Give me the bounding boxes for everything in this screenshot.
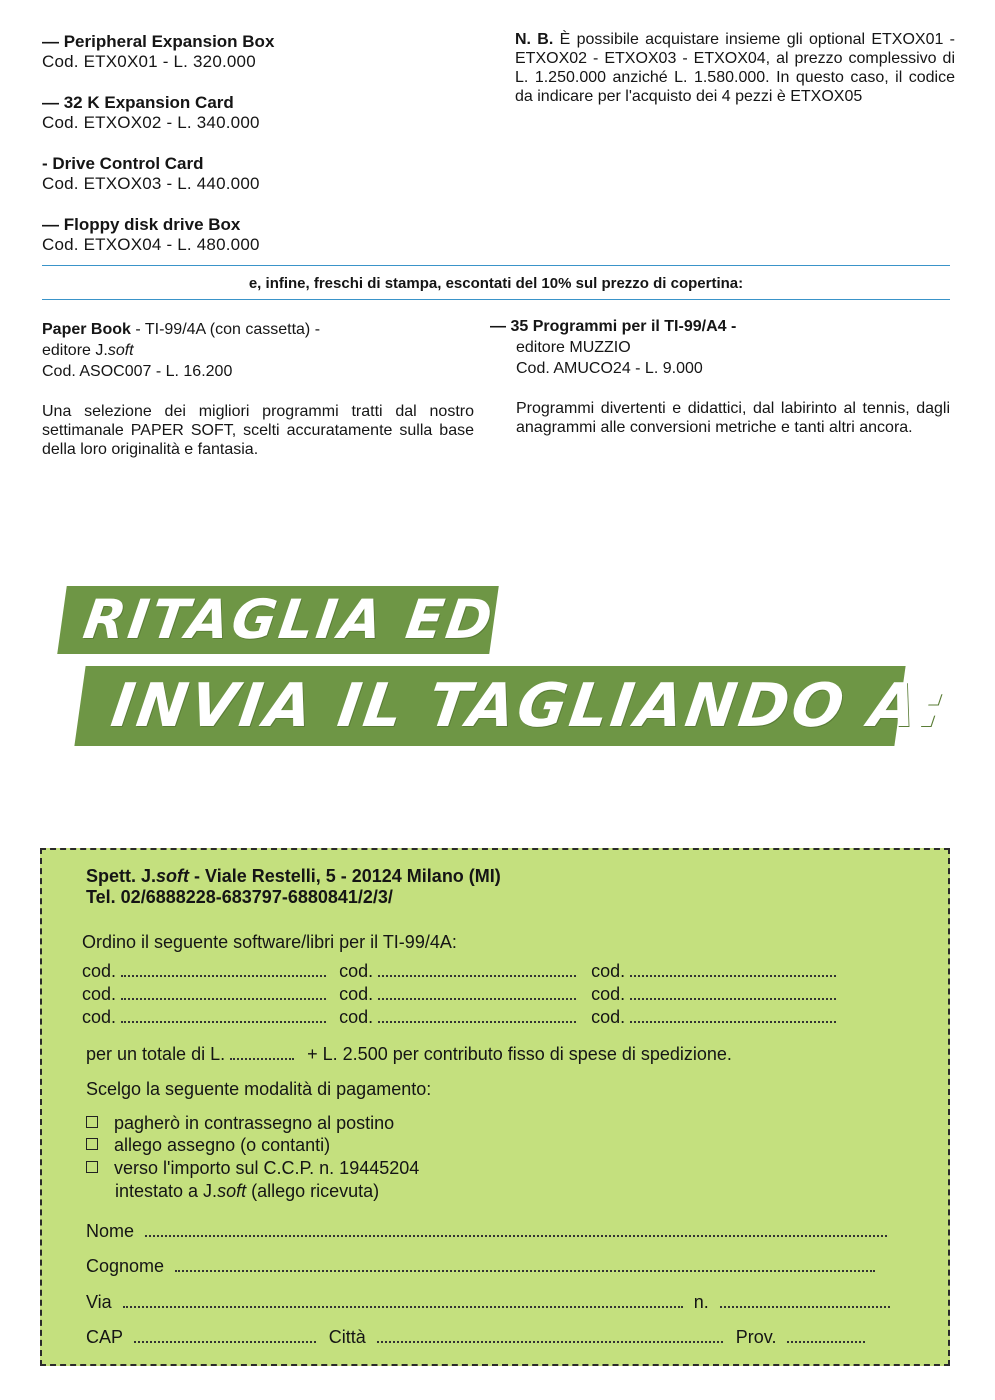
- cap-field[interactable]: [134, 1327, 316, 1343]
- address-italic: soft: [156, 866, 190, 886]
- cod-field-9[interactable]: [630, 1007, 836, 1023]
- headline-stripe-1: [57, 586, 499, 654]
- order-coupon: [40, 848, 950, 1366]
- book-description: Programmi divertenti e didattici, dal labirinto al tennis, dagli anagrammi alle conversioni metriche e tanti altri ancora.: [516, 400, 950, 436]
- cod-field-5[interactable]: [378, 984, 576, 1000]
- cod-label: cod.: [339, 1007, 374, 1027]
- product-code: Cod. ETXOX03 - L. 440.000: [42, 174, 260, 193]
- book-title: — 35 Programmi per il TI-99/A4 -: [490, 318, 737, 335]
- payee-prefix: intestato a J.: [115, 1181, 218, 1201]
- order-row-2: [82, 983, 836, 1005]
- via-field[interactable]: [123, 1292, 683, 1308]
- headline-line-1: RITAGLIA ED: [79, 588, 499, 651]
- product-32k-expansion-card: [42, 93, 260, 133]
- cognome-label: Cognome: [86, 1256, 165, 1276]
- book-paper-book: [42, 319, 482, 382]
- nome-field[interactable]: [145, 1221, 887, 1237]
- product-title: - Drive Control Card: [42, 154, 204, 173]
- product-drive-control-card: [42, 154, 260, 194]
- book-code: Cod. ASOC007 - L. 16.200: [42, 363, 233, 380]
- total-suffix: + L. 2.500 per contributo fisso di spese di spedizione.: [307, 1044, 732, 1064]
- divider-top: [42, 265, 950, 266]
- cod-field-4[interactable]: [121, 984, 326, 1000]
- nome-row: [86, 1220, 887, 1242]
- book-code: Cod. AMUCO24 - L. 9.000: [516, 360, 703, 377]
- via-label: Via: [86, 1292, 112, 1312]
- total-field[interactable]: [230, 1044, 294, 1060]
- nb-text: È possibile acquistare insieme gli optional ETXOX01 - ETXOX02 - ETXOX03 - ETXOX04, al prezzo complessivo di L. 1.250.000 anziché L. 1.580.000. In questo caso, il codice da indicare per l'acquisto dei 4 pezzi è ETXOX05: [515, 31, 956, 105]
- headline-line-2: INVIA IL TAGLIANDO A:: [107, 671, 953, 741]
- order-row-3: [82, 1006, 836, 1028]
- address-rest: - Viale Restelli, 5 - 20124 Milano (MI): [189, 866, 501, 886]
- headline-stripe-2: [74, 666, 953, 746]
- payment-option-label: allego assegno (o contanti): [114, 1135, 331, 1155]
- product-title: — Peripheral Expansion Box: [42, 32, 275, 51]
- coupon-phone: Tel. 02/6888228-683797-6880841/2/3/: [86, 887, 393, 907]
- book-publisher-italic: soft: [107, 342, 134, 359]
- prov-label: Prov.: [735, 1327, 777, 1347]
- cod-field-1[interactable]: [121, 961, 326, 977]
- cod-field-2[interactable]: [378, 961, 576, 977]
- nb-note: [515, 30, 955, 106]
- product-title: — Floppy disk drive Box: [42, 215, 241, 234]
- payment-option-3-line2: [115, 1180, 379, 1202]
- via-row: [86, 1291, 890, 1313]
- book-35-programmi: [490, 316, 950, 379]
- payment-checkbox-3[interactable]: [86, 1161, 98, 1173]
- payment-intro: Scelgo la seguente modalità di pagamento:: [86, 1079, 432, 1099]
- product-code: Cod. ETX0X01 - L. 320.000: [42, 52, 256, 71]
- cognome-row: [86, 1255, 875, 1277]
- nome-label: Nome: [86, 1221, 135, 1241]
- cod-label: cod.: [591, 1007, 626, 1027]
- order-total: [86, 1043, 732, 1065]
- payment-option-label: verso l'importo sul C.C.P. n. 19445204: [114, 1158, 420, 1178]
- order-row-1: [82, 960, 836, 982]
- payment-option-cheque: [86, 1134, 330, 1156]
- cod-label: cod.: [339, 984, 374, 1004]
- numero-field[interactable]: [720, 1292, 890, 1308]
- product-title: — 32 K Expansion Card: [42, 93, 234, 112]
- payee-italic: soft: [217, 1181, 247, 1201]
- payment-option-cash-on-delivery: [86, 1112, 394, 1134]
- total-prefix: per un totale di L.: [86, 1044, 226, 1064]
- cap-label: CAP: [86, 1327, 123, 1347]
- book-title-rest: - TI-99/4A (con cassetta) -: [130, 321, 321, 338]
- cod-field-8[interactable]: [378, 1007, 576, 1023]
- divider-bottom: [42, 299, 950, 300]
- payment-option-postal-account: [86, 1157, 419, 1179]
- cod-label: cod.: [339, 961, 374, 981]
- cod-label: cod.: [82, 1007, 117, 1027]
- payment-checkbox-1[interactable]: [86, 1116, 98, 1128]
- product-peripheral-expansion-box: [42, 32, 274, 72]
- cognome-field[interactable]: [175, 1256, 875, 1272]
- cod-label: cod.: [82, 984, 117, 1004]
- coupon-address: [86, 866, 501, 908]
- address-prefix: Spett. J.: [86, 866, 157, 886]
- payee-rest: (allego ricevuta): [246, 1181, 380, 1201]
- cod-field-6[interactable]: [630, 984, 836, 1000]
- book-publisher-prefix: editore J.: [42, 342, 108, 359]
- product-code: Cod. ETXOX02 - L. 340.000: [42, 113, 260, 132]
- book-description: Una selezione dei migliori programmi tratti dal nostro settimanale PAPER SOFT, scelti accuratamente sulla base della loro originalità e fantasia.: [42, 403, 474, 458]
- numero-label: n.: [693, 1292, 709, 1312]
- cod-field-3[interactable]: [630, 961, 836, 977]
- nb-label: N. B.: [515, 31, 554, 48]
- book-title: Paper Book: [42, 321, 131, 338]
- cod-label: cod.: [591, 984, 626, 1004]
- discount-banner: e, infine, freschi di stampa, escontati del 10% sul prezzo di copertina:: [248, 275, 744, 292]
- book-publisher: editore MUZZIO: [516, 339, 631, 356]
- citta-label: Città: [328, 1327, 366, 1347]
- prov-field[interactable]: [787, 1327, 865, 1343]
- product-code: Cod. ETXOX04 - L. 480.000: [42, 235, 260, 254]
- citta-field[interactable]: [377, 1327, 723, 1343]
- payment-checkbox-2[interactable]: [86, 1138, 98, 1150]
- cod-label: cod.: [82, 961, 117, 981]
- product-floppy-disk-drive-box: [42, 215, 260, 255]
- payment-option-label: pagherò in contrassegno al postino: [114, 1113, 395, 1133]
- order-intro: Ordino il seguente software/libri per il TI-99/4A:: [82, 932, 457, 952]
- cod-field-7[interactable]: [121, 1007, 326, 1023]
- cod-label: cod.: [591, 961, 626, 981]
- cap-row: [86, 1326, 865, 1348]
